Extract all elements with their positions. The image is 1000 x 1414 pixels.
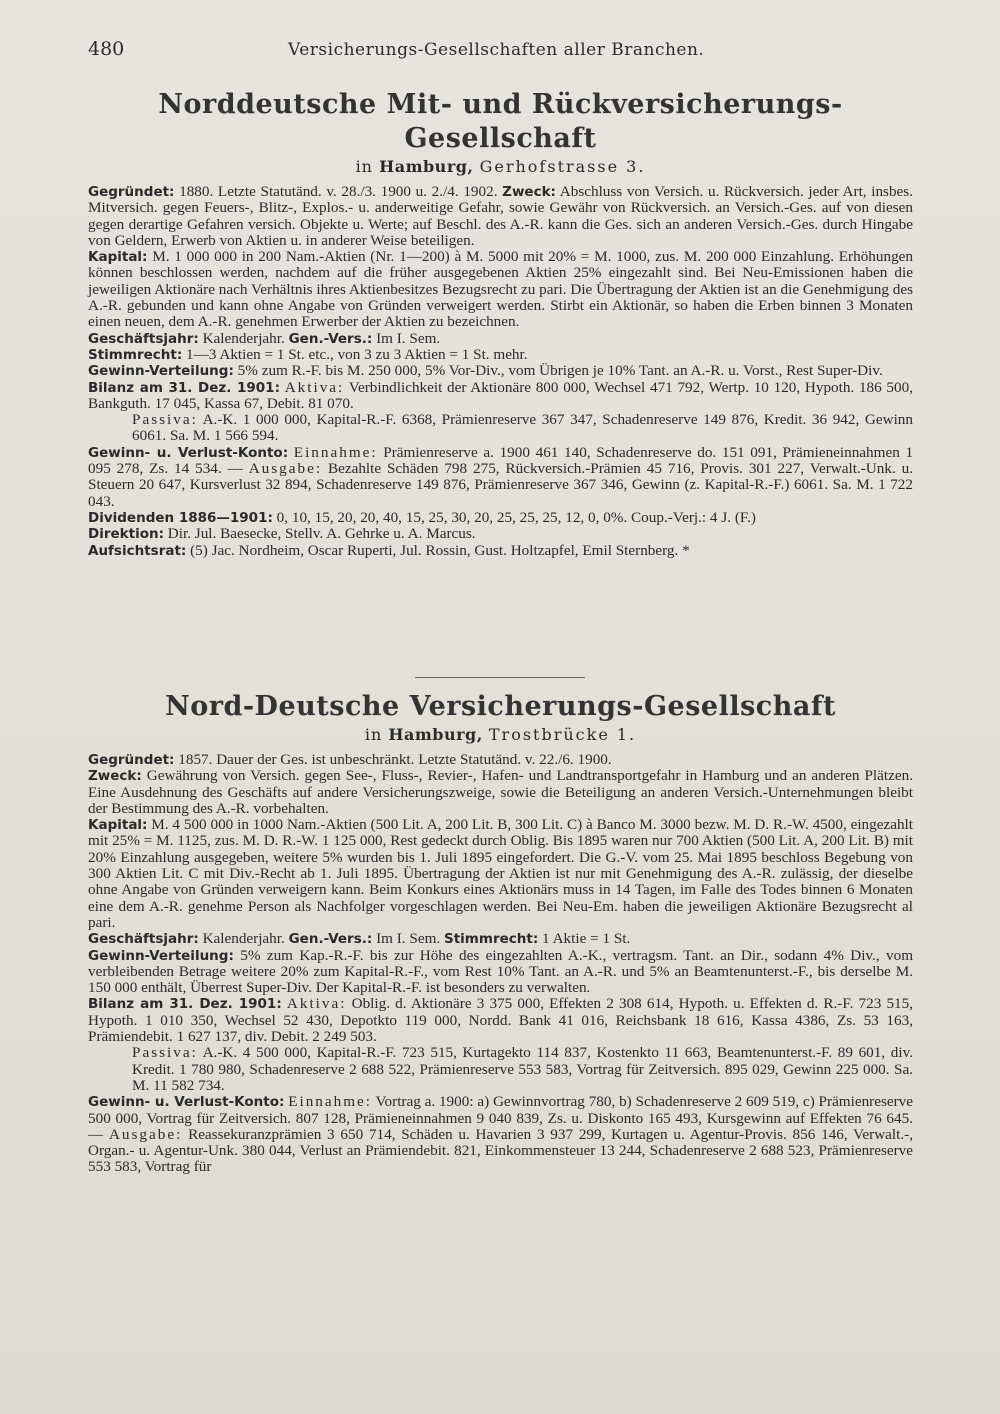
company-body [88,752,913,1176]
company-entry-norddeutsche-mit-rueck [88,88,913,559]
purpose-paragraph: Zweck: Gewährung von Versich. gegen See-, Fluss-, Revier-, Hafen- und Landtransportgefahr in Hamburg und an anderen Plätzen. Eine Ausdehnung des Geschäfts auf andere Versicherungszweige, sowie die Beteiligung an anderen Versich.-Unternehmungen bleibt der Bestimmung des A.-R. vorbehalten. [88,767,913,817]
company-location: in Hamburg, Trostbrücke 1. [364,725,637,744]
capital-paragraph: Kapital: M. 1 000 000 in 200 Nam.-Aktien (Nr. 1—200) à M. 5000 mit 20% = M. 1000, zus. M. 200 000 Einzahlung. Erhöhungen können beschlossen werden, nachdem auf die früher ausgegebenen Aktien 25% eingezahlt sind. Bei Neu-Emissionen haben die jeweiligen Aktionäre nach Verhältnis ihres Aktienbesitzes Bezugsrecht zu pari. Die Übertragung der Aktien ist an die Genehmigung des A.-R. gebunden und kann ohne Angabe von Gründen verweigert werden. Stirbt ein Aktionär, so haben die Erben binnen 3 Monaten einen neuen, dem A.-R. genehmen Erwerber der Aktien zu bezeichnen. [88,248,914,331]
company-title: Nord-Deutsche Versicherungs-Gesellschaft [165,691,836,722]
section-divider [415,677,585,678]
balance-sheet-liabilities: Passiva: A.-K. 4 500 000, Kapital-R.-F. 723 515, Kurtagekto 114 837, Kostenkto 11 663, Beamtenunterst.-F. 89 601, div. Kredit. 1 780 980, Schadenreserve 2 688 522, Prämienreserve 553 583, Vortrag für Zeitversich. 895 029, Gewinn 225 000. Sa. M. 11 582 734. [132,1044,913,1094]
profit-loss-paragraph: Gewinn- u. Verlust-Konto: Einnahme: Vortrag a. 1900: a) Gewinnvortrag 780, b) Schadenreserve 2 609 519, c) Prämienreserve 500 000, Vortrag für Zeitversich. 807 128, Prämieneinnahmen 9 040 839, Zs. u. Diskonto 165 493, Kursgewinn auf Effekten 76 645. — Ausgabe: Reassekuranzprämien 3 650 714, Schäden u. Havarien 3 937 299, Kurtagen u. Agentur-Provis. 856 146, Verwalt.-, Organ.- u. Agentur-Unk. 380 044, Verlust an Prämiendebit. 821, Einkommensteuer 13 244, Schadenreserve 2 688 523, Prämienreserve 553 583, Vortrag für [88,1093,914,1176]
company-location: in Hamburg, Gerhofstrasse 3. [355,157,646,176]
founded-paragraph: Gegründet: 1857. Dauer der Ges. ist unbeschränkt. Letzte Statutänd. v. 22./6. 1900. [88,751,612,768]
running-head: Versicherungs-Gesellschaften aller Branchen. [288,40,705,60]
company-city: Hamburg, [379,157,474,176]
balance-sheet-paragraph: Bilanz am 31. Dez. 1901: Aktiva: Oblig. d. Aktionäre 3 375 000, Effekten 2 308 614, Hypoth. u. Effekten d. R.-F. 723 515, Hypoth. 1 010 350, Wechsel 52 430, Depotkto 119 000, Nordd. Bank 41 016, Reichsbank 18 616, Kassa 4386, Zs. 53 163, Prämiendebit. 1 627 137, div. Debit. 2 249 503. [88,995,914,1046]
company-city: Hamburg, [388,725,483,744]
founded-purpose-paragraph: Gegründet: 1880. Letzte Statutänd. v. 28./3. 1900 u. 2./4. 1902. Zweck: Abschluss von Versich. u. Rückversich. jeder Art, insbes. Mitversich. gegen Feuers-, Blitz-, Explos.- u. anderweitige Gefahr, sowie Gewähr von Rückversich. an Versich.-Ges. auf von diesen gegen derartige Gefahren versich. Objekte u. Werte; auf Beschl. des A.-R. kann die Ges. sich an anderen Versich.-Ges. durch Hingabe von Geldern, Erwerb von Aktien u. in anderer Weise beteiligen. [88,183,914,249]
voting-rights-paragraph: Stimmrecht: 1—3 Aktien = 1 St. etc., von 3 zu 3 Aktien = 1 St. mehr. [88,345,528,363]
company-title: Norddeutsche Mit- und Rückversicherungs-Gesellschaft [158,89,843,154]
page-number: 480 [88,38,125,60]
fiscal-year-paragraph: Geschäftsjahr: Kalenderjahr. Gen.-Vers.: Im I. Sem. [88,329,441,347]
profit-distribution-paragraph: Gewinn-Verteilung: 5% zum Kap.-R.-F. bis zur Höhe des eingezahlten A.-K., vertragsm. Tant. an Dir., sodann 4% Div., vom verbleibenden Betrage weitere 20% zum Kapital-R.-F., vom Rest 10% Tant. an A.-R. und 5% an Beamtenunterst.-F., bis derselbe M. 150 000 enthält, Überrest Super-Div. Der Kapital-R.-F. ist besonders zu verwalten. [88,946,914,997]
profit-loss-paragraph: Gewinn- u. Verlust-Konto: Einnahme: Prämienreserve a. 1900 461 140, Schadenreserve do. 151 091, Prämieneinnahmen 1 095 278, Zs. 14 534. — Ausgabe: Bezahlte Schäden 798 275, Rückversich.-Prämien 45 716, Provis. 301 227, Verwalt.-Unk. u. Steuern 20 647, Kursverlust 32 894, Schadenreserve 149 876, Prämienreserve 367 346, Gewinn (z. Kapital-R.-F.) 6061. Sa. M. 1 722 043. [88,443,914,510]
profit-distribution-paragraph: Gewinn-Verteilung: 5% zum R.-F. bis M. 250 000, 5% Vor-Div., vom Übrigen je 10% Tant. an A.-R. u. Vorst., Rest Super-Div. [88,362,883,380]
dividends-paragraph: Dividenden 1886—1901: 0, 10, 15, 20, 20, 40, 15, 25, 30, 20, 25, 25, 25, 12, 0, 0%. Coup.-Verj.: 4 J. (F.) [88,508,756,526]
balance-sheet-paragraph: Bilanz am 31. Dez. 1901: Aktiva: Verbindlichkeit der Aktionäre 800 000, Wechsel 471 792, Wertp. 10 120, Hypoth. 186 500, Bankguth. 17 045, Kassa 67, Debit. 81 070. [88,378,914,412]
directors-paragraph: Direktion: Dir. Jul. Baesecke, Stellv. A. Gehrke u. A. Marcus. [88,525,476,543]
company-body [88,184,913,559]
company-address: Trostbrücke 1. [488,725,637,744]
supervisory-board-paragraph: Aufsichtsrat: (5) Jac. Nordheim, Oscar Ruperti, Jul. Rossin, Gust. Holtzapfel, Emil Sternberg. * [88,541,690,559]
company-entry-nord-deutsche-versicherung [88,690,913,1176]
balance-sheet-liabilities: Passiva: A.-K. 1 000 000, Kapital-R.-F. 6368, Prämienreserve 367 347, Schadenreserve 149 876, Kredit. 36 942, Gewinn 6061. Sa. M. 1 566 594. [132,411,913,445]
page-header [88,38,900,62]
fiscal-year-paragraph: Geschäftsjahr: Kalenderjahr. Gen.-Vers.: Im I. Sem. Stimmrecht: 1 Aktie = 1 St. [88,930,631,948]
capital-paragraph: Kapital: M. 4 500 000 in 1000 Nam.-Aktien (500 Lit. A, 200 Lit. B, 300 Lit. C) à Banco M. 3000 bezw. M. D. R.-W. 4500, eingezahlt mit 25% = M. 1125, zus. M. D. R.-W. 1 125 000, Rest gedeckt durch Oblig. Bis 1895 waren nur 700 Aktien (500 Lit. A, 200 Lit. B) mit 20% Einzahlung ausgegeben, weitere 5% wurden bis 1. Juli 1895 eingefordert. Die G.-V. vom 25. Mai 1895 beschloss Begebung von 300 Aktien Lit. C mit Div.-Recht ab 1. Juli 1895. Übertragung der Aktien ist nur mit Genehmigung des A.-R. zulässig, der dieselbe ohne Angabe von Gründen verweigern kann. Beim Konkurs eines Aktionärs muss in 14 Tagen, im Falle des Todes binnen 6 Monaten eine dem A.-R. genehme Person als Nachfolger vorgeschlagen werden. Bei Neu-Em. haben die jeweiligen Aktionäre Bezugsrecht al pari. [88,816,913,931]
company-address: Gerhofstrasse 3. [479,157,646,176]
